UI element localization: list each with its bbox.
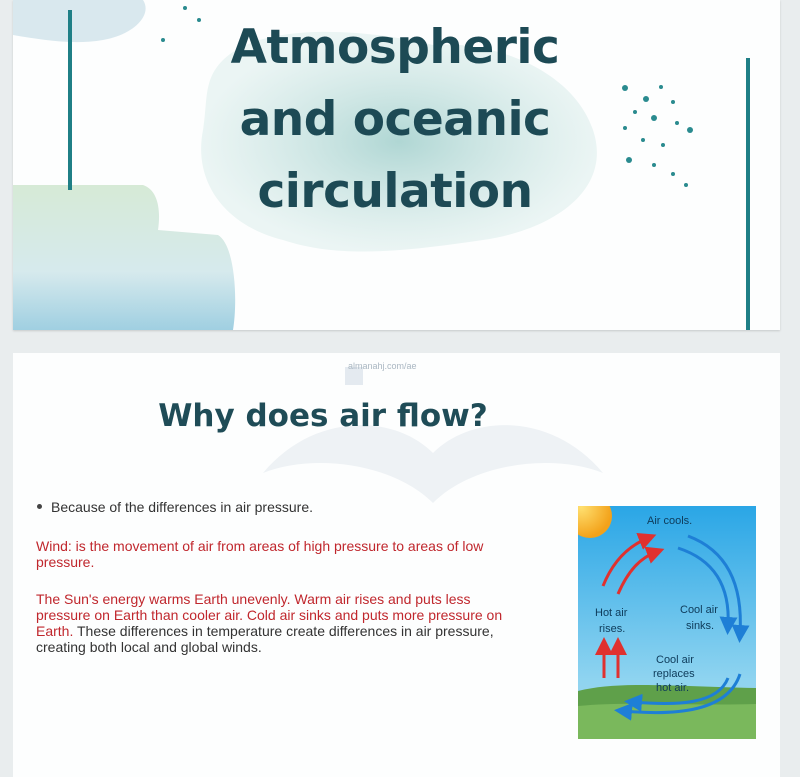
air-circulation-diagram [578, 506, 756, 739]
teal-line-left [68, 10, 72, 190]
sun-paragraph [36, 591, 521, 655]
bullet-text: Because of the differences in air pressure. [51, 499, 314, 515]
teal-line-right [746, 58, 750, 330]
label-air-cools: Air cools. [647, 515, 693, 527]
title-line: and oceanic [239, 92, 551, 147]
sun-gray-text: These differences in temperature create differences in air pressure, creating both local and global winds. [36, 623, 494, 655]
slide-title [185, 12, 605, 228]
bullet-dot [37, 504, 42, 509]
title-line: circulation [257, 164, 533, 219]
label-cool-air-replaces: Cool air replaces hot air. [653, 654, 695, 694]
wind-definition: Wind: is the movement of air from areas of high pressure to areas of low pressure. [36, 538, 484, 570]
label-cool-air-sinks: Cool air sinks. [680, 604, 718, 632]
watermark-url: almanahj.com/ae [348, 361, 417, 371]
slide-title: Why does air flow? [158, 398, 488, 434]
bullet-item [37, 499, 313, 515]
title-slide [13, 0, 780, 330]
content-slide [13, 353, 780, 777]
sun-red-text: The Sun's energy warms Earth unevenly. Warm air rises and puts less pressure on Earth than cooler air. Cold air sinks and puts more pressure on Earth. [36, 591, 503, 639]
title-line: Atmospheric [230, 20, 560, 75]
watercolor-cloud [13, 0, 146, 42]
label-hot-air-rises: Hot air rises. [595, 607, 628, 635]
